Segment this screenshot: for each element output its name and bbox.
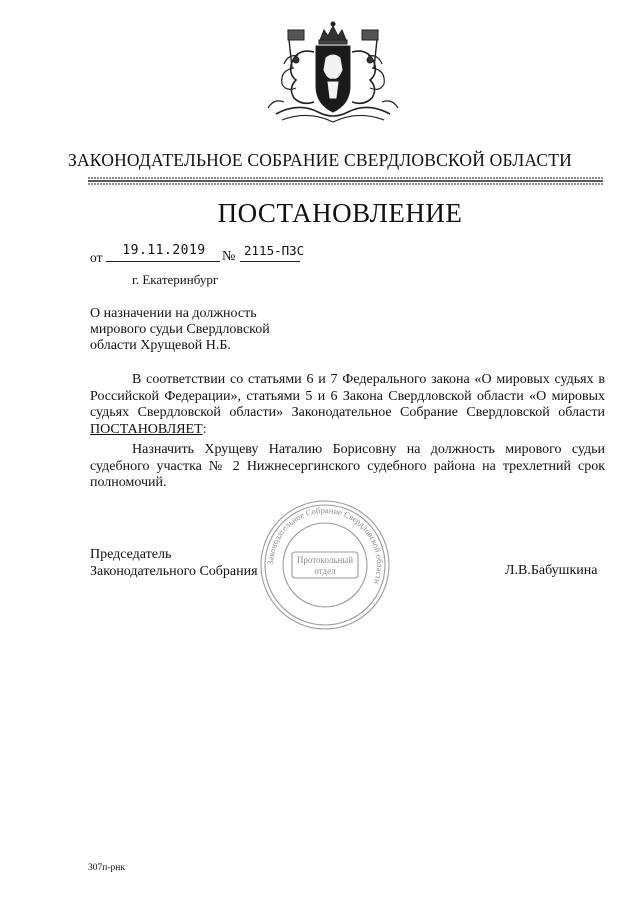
position-line: Председатель	[90, 547, 172, 562]
paragraph-text: В соответствии со статьями 6 и 7 Федерального закона «О мировых судьях в Российской Федерации», статьями 5 и 6 Закона Свердловской области «О мировых судьях Свердловской области» Законодательное Собрание Свердловской области	[90, 372, 605, 420]
footer-code: 307п-рнк	[88, 863, 125, 873]
organization-name: ЗАКОНОДАТЕЛЬНОЕ СОБРАНИЕ СВЕРДЛОВСКОЙ ОБЛАСТИ	[68, 150, 572, 170]
header-divider	[88, 176, 603, 186]
body-paragraph-appointment: Назначить Хрущеву Наталию Борисовну на должность мирового судьи судебного участка № 2 Нижнесергинского судебного района на трехлетний срок полномочий.	[90, 442, 605, 490]
stamp-outer-text: Законодательное Собрание Свердловской области	[264, 504, 386, 586]
subject-line: О назначении на должность	[90, 306, 257, 321]
document-number: 2115-ПЗС	[244, 243, 305, 258]
resolution-keyword: ПОСТАНОВЛЯЕТ	[90, 421, 203, 437]
body-paragraph-legal-basis	[90, 372, 605, 438]
paragraph-punctuation: :	[202, 421, 207, 437]
position-line: Законодательного Собрания	[90, 564, 258, 579]
subject-line: мирового судьи Свердловской	[90, 322, 270, 337]
coat-of-arms-icon	[258, 18, 408, 130]
number-underline	[240, 261, 300, 262]
stamp-icon	[258, 498, 392, 632]
document-subject	[90, 306, 350, 354]
date-underline	[106, 261, 220, 262]
stamp-center-line: отдел	[314, 566, 336, 576]
subject-line: области Хрущевой Н.Б.	[90, 338, 231, 353]
signatory-position	[90, 546, 258, 580]
document-date: 19.11.2019	[122, 243, 206, 258]
signatory-name: Л.В.Бабушкина	[505, 563, 598, 578]
number-sign: №	[222, 249, 236, 264]
city: г. Екатеринбург	[132, 272, 219, 287]
stamp-center-line: Протокольный	[296, 555, 354, 565]
document-title: ПОСТАНОВЛЕНИЕ	[217, 198, 463, 228]
date-prefix: от	[90, 250, 103, 265]
